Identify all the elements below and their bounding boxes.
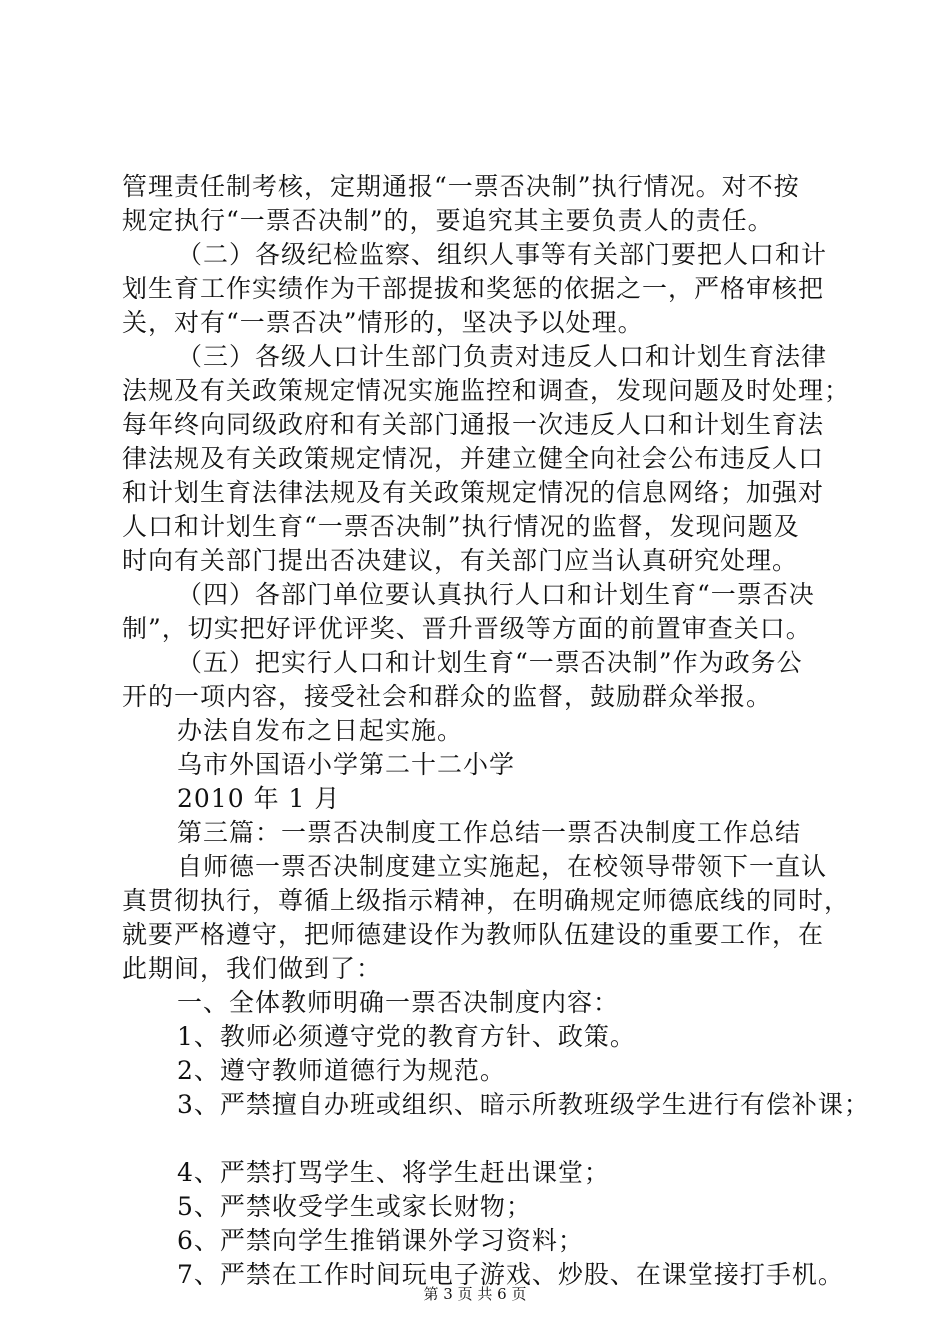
paragraph-line: 真贯彻执行，尊循上级指示精神，在明确规定师德底线的同时， bbox=[122, 886, 851, 915]
paragraph-line: 法规及有关政策规定情况实施监控和调查，发现问题及时处理； bbox=[122, 376, 851, 405]
paragraph-line: 规定执行“一票否决制”的，要追究其主要负责人的责任。 bbox=[122, 206, 774, 235]
paragraph-line: 每年终向同级政府和有关部门通报一次违反人口和计划生育法 bbox=[122, 410, 825, 439]
paragraph-line: 人口和计划生育“一票否决制”执行情况的监督，发现问题及 bbox=[122, 512, 800, 541]
paragraph-line: （四）各部门单位要认真执行人口和计划生育“一票否决 bbox=[177, 580, 815, 609]
paragraph-line: 自师德一票否决制度建立实施起，在校领导带领下一直认 bbox=[177, 852, 828, 881]
list-item: 5、严禁收受学生或家长财物； bbox=[177, 1192, 532, 1221]
paragraph-line: （二）各级纪检监察、组织人事等有关部门要把人口和计 bbox=[177, 240, 828, 269]
list-item: 2、遵守教师道德行为规范。 bbox=[177, 1056, 506, 1085]
paragraph-line: 律法规及有关政策规定情况，并建立健全向社会公布违反人口 bbox=[122, 444, 825, 473]
signature-organization: 乌市外国语小学第二十二小学 bbox=[177, 750, 516, 779]
paragraph-line: （五）把实行人口和计划生育“一票否决制”作为政务公 bbox=[177, 648, 803, 677]
paragraph-line: （三）各级人口计生部门负责对违反人口和计划生育法律 bbox=[177, 342, 828, 371]
paragraph-line: 和计划生育法律法规及有关政策规定情况的信息网络；加强对 bbox=[122, 478, 825, 507]
paragraph-line: 关，对有“一票否决”情形的，坚决予以处理。 bbox=[122, 308, 644, 337]
list-heading: 一、全体教师明确一票否决制度内容： bbox=[177, 988, 620, 1017]
paragraph-line: 办法自发布之日起实施。 bbox=[177, 716, 464, 745]
list-item: 4、严禁打骂学生、将学生赶出课堂； bbox=[177, 1158, 610, 1187]
list-item: 6、严禁向学生推销课外学习资料； bbox=[177, 1226, 584, 1255]
section-heading: 第三篇：一票否决制度工作总结一票否决制度工作总结 bbox=[177, 818, 802, 847]
list-item: 7、严禁在工作时间玩电子游戏、炒股、在课堂接打手机。 bbox=[177, 1260, 844, 1289]
paragraph-line: 时向有关部门提出否决建议，有关部门应当认真研究处理。 bbox=[122, 546, 799, 575]
paragraph-line: 此期间，我们做到了： bbox=[122, 954, 383, 983]
list-item: 3、严禁擅自办班或组织、暗示所教班级学生进行有偿补课； bbox=[177, 1090, 870, 1119]
signature-date: 2010 年 1 月 bbox=[177, 784, 341, 813]
paragraph-line: 开的一项内容，接受社会和群众的监督，鼓励群众举报。 bbox=[122, 682, 773, 711]
paragraph-line: 制”，切实把好评优评奖、晋升晋级等方面的前置审查关口。 bbox=[122, 614, 812, 643]
page-footer: 第 3 页 共 6 页 bbox=[423, 1285, 527, 1303]
list-item: 1、教师必须遵守党的教育方针、政策。 bbox=[177, 1022, 636, 1051]
paragraph-line: 管理责任制考核，定期通报“一票否决制”执行情况。对不按 bbox=[122, 172, 800, 201]
paragraph-line: 划生育工作实绩作为干部提拔和奖惩的依据之一，严格审核把 bbox=[122, 274, 825, 303]
paragraph-line: 就要严格遵守，把师德建设作为教师队伍建设的重要工作，在 bbox=[122, 920, 825, 949]
